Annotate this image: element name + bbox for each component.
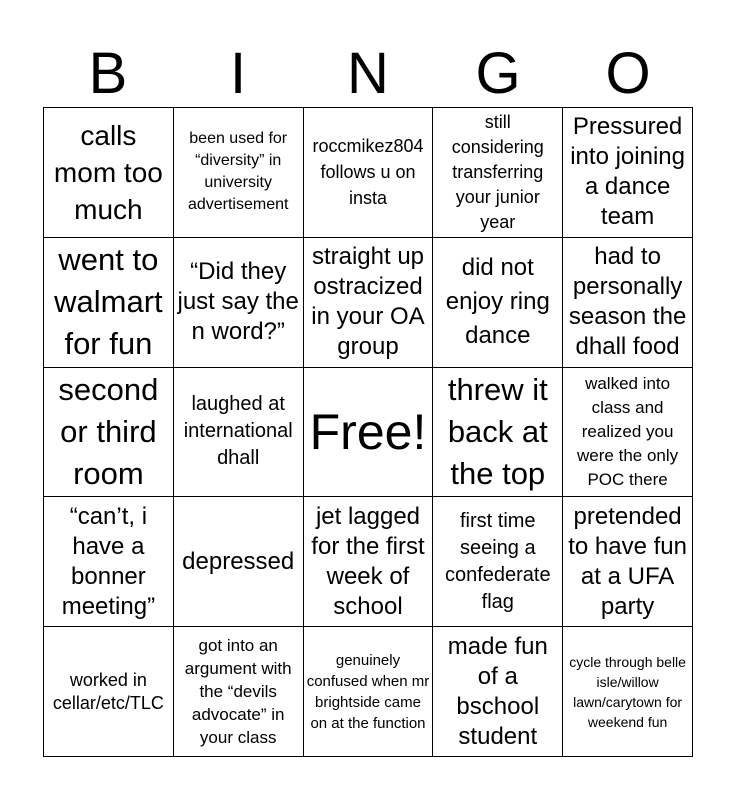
cell-text: made fun of a bschool student (447, 632, 548, 750)
bingo-cell-r2c5[interactable] (563, 238, 693, 368)
bingo-cell-r3c2[interactable] (174, 368, 304, 498)
bingo-cell-r4c4[interactable] (433, 497, 563, 627)
bingo-cell-r1c5[interactable] (563, 108, 693, 238)
bingo-cell-r5c5[interactable] (563, 627, 693, 757)
cell-text: did not enjoy ring dance (445, 254, 550, 350)
bingo-cell-r2c2[interactable] (174, 238, 304, 368)
bingo-cell-r1c4[interactable] (433, 108, 563, 238)
bingo-cell-r3c4[interactable] (433, 368, 563, 498)
bingo-cell-r5c1[interactable] (44, 627, 174, 757)
cell-text: straight up ostracized in your OA group (311, 243, 425, 361)
cell-text: threw it back at the top (447, 372, 548, 491)
header-letter-n: N (347, 41, 389, 106)
cell-text: had to personally season the dhall food (568, 243, 687, 361)
bingo-cell-r1c1[interactable] (44, 108, 174, 238)
header-letter-i: I (229, 41, 247, 106)
cell-text: laughed at international dhall (183, 393, 293, 470)
bingo-cell-r4c3[interactable] (304, 497, 434, 627)
bingo-cell-r3c5[interactable] (563, 368, 693, 498)
cell-text: “Did they just say the n word?” (177, 258, 299, 346)
bingo-cell-r3c1[interactable] (44, 368, 174, 498)
bingo-board (43, 107, 693, 757)
header-letter-g: G (475, 41, 521, 106)
cell-text: second or third room (58, 372, 159, 491)
bingo-cell-r1c3[interactable] (304, 108, 434, 238)
bingo-cell-r5c2[interactable] (174, 627, 304, 757)
bingo-cell-r5c4[interactable] (433, 627, 563, 757)
bingo-cell-r2c3[interactable] (304, 238, 434, 368)
bingo-header (43, 40, 693, 108)
bingo-cell-r4c1[interactable] (44, 497, 174, 627)
bingo-cell-r4c5[interactable] (563, 497, 693, 627)
cell-text: walked into class and realized you were the only POC there (577, 373, 679, 489)
cell-text: jet lagged for the first week of school (311, 502, 425, 620)
cell-text: been used for “diversity” in university advertisement (187, 130, 289, 214)
cell-text: depressed (182, 547, 295, 575)
bingo-cell-r2c1[interactable] (44, 238, 174, 368)
cell-text: got into an argument with the “devils advocate” in your class (184, 636, 292, 748)
cell-text: “can’t, i have a bonner meeting” (61, 502, 156, 620)
cell-text: still considering transferring your junior year (451, 111, 544, 232)
cell-text: genuinely confused when mr brightside came on at the function (306, 651, 430, 732)
bingo-cell-r5c3[interactable] (304, 627, 434, 757)
cell-text: first time seeing a confederate flag (444, 509, 551, 613)
cell-text: cycle through belle isle/willow lawn/carytown for weekend fun (569, 653, 686, 730)
header-letter-b: B (88, 41, 128, 106)
cell-text: worked in cellar/etc/TLC (52, 669, 164, 713)
cell-text: calls mom too much (53, 119, 163, 225)
bingo-cell-r2c4[interactable] (433, 238, 563, 368)
bingo-cell-free[interactable] (304, 368, 434, 498)
bingo-cell-r1c2[interactable] (174, 108, 304, 238)
cell-text: roccmikez804 follows u on insta (312, 136, 424, 209)
cell-text: Free! (309, 403, 427, 460)
bingo-cell-r4c2[interactable] (174, 497, 304, 627)
cell-text: went to walmart for fun (54, 242, 163, 362)
header-letter-o: O (605, 41, 651, 106)
cell-text: pretended to have fun at a UFA party (568, 502, 687, 620)
cell-text: Pressured into joining a dance team (570, 113, 685, 231)
